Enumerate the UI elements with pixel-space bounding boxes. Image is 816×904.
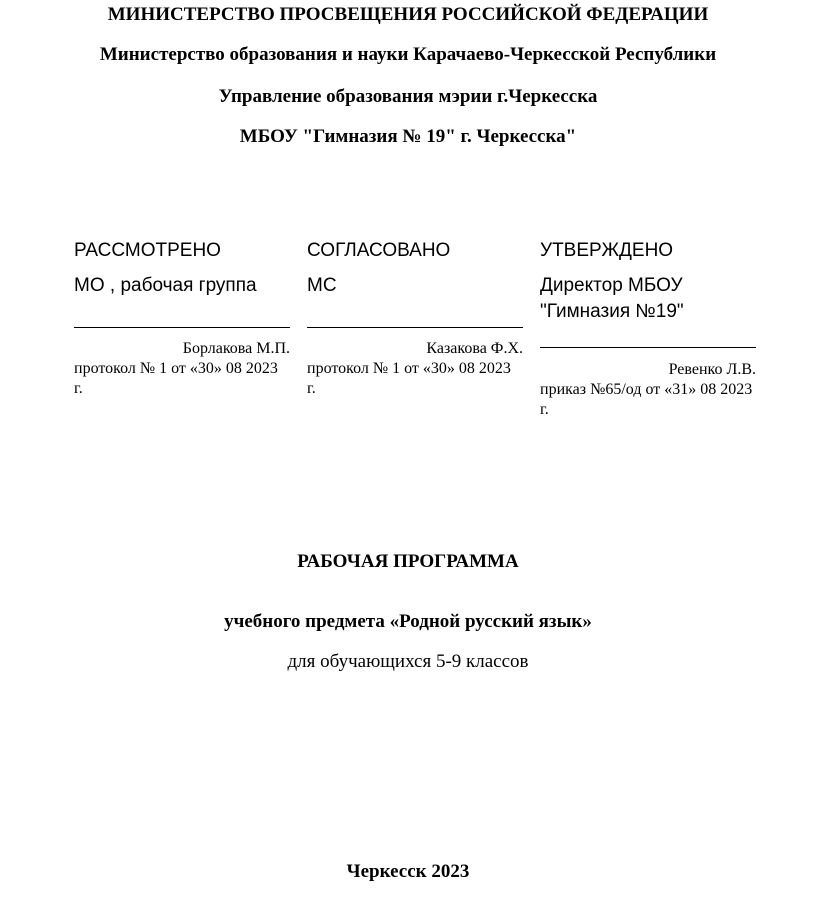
- approval-approved: [540, 238, 756, 420]
- approval-title: УТВЕРЖДЕНО: [540, 240, 674, 261]
- approval-document: приказ №65/од от «31» 08 2023 г.: [540, 381, 753, 418]
- approval-reviewed: [74, 238, 290, 399]
- approval-document: протокол № 1 от «30» 08 2023 г.: [74, 360, 278, 397]
- signer-name: Казакова Ф.Х.: [426, 340, 523, 357]
- approval-title: РАССМОТРЕНО: [74, 240, 221, 261]
- approval-agreed: [307, 238, 523, 399]
- ministry-title: МИНИСТЕРСТВО ПРОСВЕЩЕНИЯ РОССИЙСКОЙ ФЕДЕРАЦИИ: [107, 4, 709, 25]
- signature-line: [540, 347, 756, 348]
- signer-name: Ревенко Л.В.: [668, 361, 756, 378]
- approval-document: протокол № 1 от «30» 08 2023 г.: [307, 360, 511, 397]
- approval-body: МС: [307, 275, 337, 296]
- program-title: РАБОЧАЯ ПРОГРАММА: [297, 551, 519, 572]
- program-subject: учебного предмета «Родной русский язык»: [224, 611, 592, 632]
- school-name: МБОУ "Гимназия № 19" г. Черкесска": [239, 126, 577, 147]
- city-year: Черкесск 2023: [346, 861, 470, 882]
- program-audience: для обучающихся 5-9 классов: [287, 651, 529, 672]
- signer-name: Борлакова М.П.: [182, 340, 290, 357]
- approval-body: Директор МБОУ "Гимназия №19": [540, 275, 684, 322]
- approval-title: СОГЛАСОВАНО: [307, 240, 451, 261]
- city-education-department: Управление образования мэрии г.Черкесска: [218, 86, 598, 107]
- regional-ministry: Министерство образования и науки Карачаево-Черкесской Республики: [99, 44, 717, 65]
- signature-line: [74, 327, 290, 328]
- signature-line: [307, 327, 523, 328]
- approval-body: МО , рабочая группа: [74, 275, 257, 296]
